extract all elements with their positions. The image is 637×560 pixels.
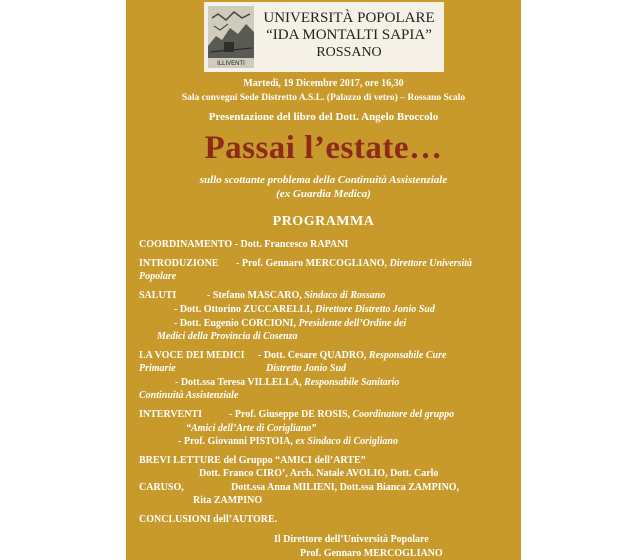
introduction-person: - Prof. Gennaro MERCOGLIANO, [236,258,388,269]
signature-title: Il Direttore dell’Università Popolare [274,534,429,545]
conclusions: CONCLUSIONI dell’AUTORE. [139,514,278,525]
program-introduction [139,258,218,270]
speeches-line-1 [229,409,454,421]
program-heading: PROGRAMMA [272,214,375,229]
speeches-line-2 [178,436,398,448]
logo-caption: ILLIVENTI [217,61,245,67]
book-subtitle-line1: sullo scottante problema della Continuità Assistenziale [199,174,448,186]
introduction-label: INTRODUZIONE [139,258,219,269]
book-subtitle-line2: (ex Guardia Medica) [276,188,371,200]
greetings-person-2: - Dott. Ottorino ZUCCARELLI, [174,304,313,315]
greetings-line-2 [174,304,435,316]
university-name-line1: UNIVERSITÀ POPOLARE [263,10,435,26]
event-date: Martedì, 19 Dicembre 2017, ore 16,30 [243,78,404,89]
introduction-role-cont: Popolare [139,271,177,282]
readings-line-3a: CARUSO, [139,482,184,493]
university-logo [208,6,254,68]
coordination-person: - Dott. Francesco RAPANI [232,239,349,250]
doctors-voice-role-2: Responsabile Sanitario [304,377,400,388]
event-poster [126,0,521,560]
doctors-voice-role-1-a: Primarie [139,363,176,374]
readings-line-3b: Dott.ssa Anna MILIENI, Dott.ssa Bianca ZAMPINO, [231,482,460,493]
speeches-label: INTERVENTI [139,409,202,420]
greetings-role-1: Sindaco di Rossano [304,290,386,301]
book-title: Passai l’estate… [204,130,443,166]
greetings-person-1: - Stefano MASCARO, [207,290,302,301]
event-place: Sala convegni Sede Distretto A.S.L. (Palazzo di vetro) – Rossano Scalo [181,93,466,103]
doctors-voice-label: LA VOCE DEI MEDICI [139,350,245,361]
readings-line-2: Dott. Franco CIRO’, Arch. Natale AVOLIO, Dott. Carlo [199,468,439,479]
doctors-voice-line-2 [175,377,399,389]
speeches-role-1: Coordinatore del gruppo [352,409,455,420]
greetings-role-2: Direttore Distretto Jonio Sud [315,304,435,315]
speeches-role-2: ex Sindaco di Corigliano [295,436,398,447]
program-coordination [139,239,348,251]
speeches-person-2: - Prof. Giovanni PISTOIA, [178,436,293,447]
signature-name: Prof. Gennaro MERCOGLIANO [300,548,443,559]
book-presentation: Presentazione del libro del Dott. Angelo Broccolo [208,111,439,123]
introduction-line [236,258,472,270]
coordination-label: COORDINAMENTO [139,239,233,250]
university-header [204,2,444,72]
doctors-voice-line-1 [258,350,446,362]
greetings-line-3 [174,318,406,330]
doctors-voice-role-2-cont: Continuità Assistenziale [139,390,239,401]
greetings-role-3: Presidente dell’Ordine dei [298,318,407,329]
greetings-label: SALUTI [139,290,177,301]
greetings-role-3-cont: Medici della Provincia di Cosenza [157,331,298,342]
readings-line-1: BREVI LETTURE del Gruppo “AMICI dell’ARTE” [139,455,366,466]
speeches-person-1: - Prof. Giuseppe DE ROSIS, [229,409,350,420]
logo-engraving-icon [208,6,254,68]
readings-line-4: Rita ZAMPINO [193,495,263,506]
doctors-voice-role-1: Responsabile Cure [368,350,447,361]
university-name-line2: “IDA MONTALTI SAPIA” [266,27,432,43]
greetings-person-3: - Dott. Eugenio CORCIONI, [174,318,296,329]
speeches-role-1-cont: “Amici dell’Arte di Corigliano” [186,423,317,434]
greetings-line-1 [207,290,385,302]
doctors-voice-person-2: - Dott.ssa Teresa VILLELLA, [175,377,302,388]
introduction-role: Direttore Università [389,258,473,269]
doctors-voice-role-1-b: Distretto Jonio Sud [266,363,347,374]
university-city: ROSSANO [316,45,382,60]
doctors-voice-person-1: - Dott. Cesare QUADRO, [258,350,367,361]
